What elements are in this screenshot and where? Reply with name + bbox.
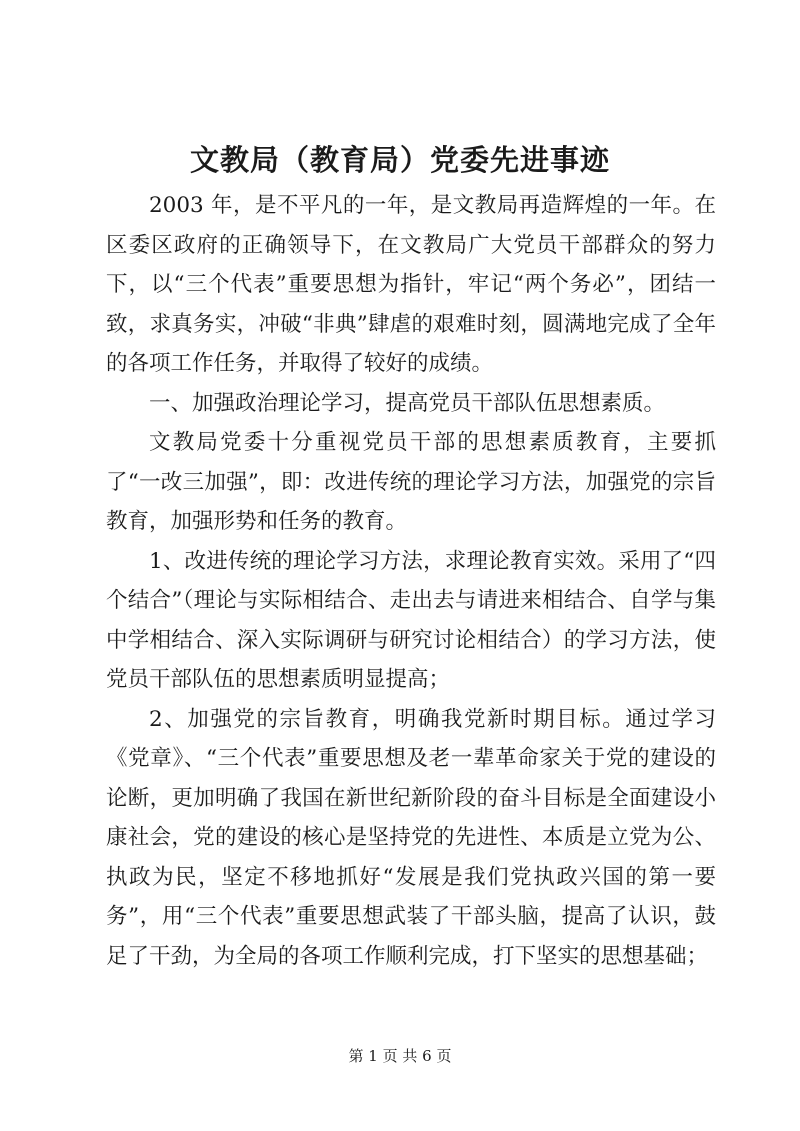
document-body [106,186,716,976]
document-title: 文教局（教育局）党委先进事迹 [189,143,610,177]
paragraph-item-2: 2、加强党的宗旨教育，明确我党新时期目标。通过学习《党章》、“三个代表”重要思想及老一辈革命家关于党的建设的论断，更加明确了我国在新世纪新阶段的奋斗目标是全面建设小康社会，党的建设的核心是坚持党的先进性、本质是立党为公、执政为民，坚定不移地抓好“发展是我们党执政兴国的第一要务”，用“三个代表”重要思想武装了干部头脑，提高了认识，鼓足了干劲，为全局的各项工作顺利完成，打下坚实的思想基础； [106,706,716,969]
page-footer: 第 1 页 共 6 页 [348,1047,452,1065]
paragraph-intro: 2003 年，是不平凡的一年，是文教局再造辉煌的一年。在区委区政府的正确领导下，在文教局广大党员干部群众的努力下，以“三个代表”重要思想为指针，牢记“两个务必”，团结一致，求真务实，冲破“非典”肆虐的艰难时刻，圆满地完成了全年的各项工作任务，并取得了较好的成绩。 [106,193,716,376]
section-heading-1: 一、加强政治理论学习，提高党员干部队伍思想素质。 [149,390,666,416]
paragraph-item-1: 1、改进传统的理论学习方法，求理论教育实效。采用了“四个结合”（理论与实际相结合、走出去与请进来相结合、自学与集中学相结合、深入实际调研与研究讨论相结合）的学习方法，使党员干部队伍的思想素质明显提高； [106,548,716,692]
paragraph-section-1: 文教局党委十分重视党员干部的思想素质教育，主要抓了“一改三加强”，即：改进传统的理论学习方法，加强党的宗旨教育，加强形势和任务的教育。 [106,430,716,534]
